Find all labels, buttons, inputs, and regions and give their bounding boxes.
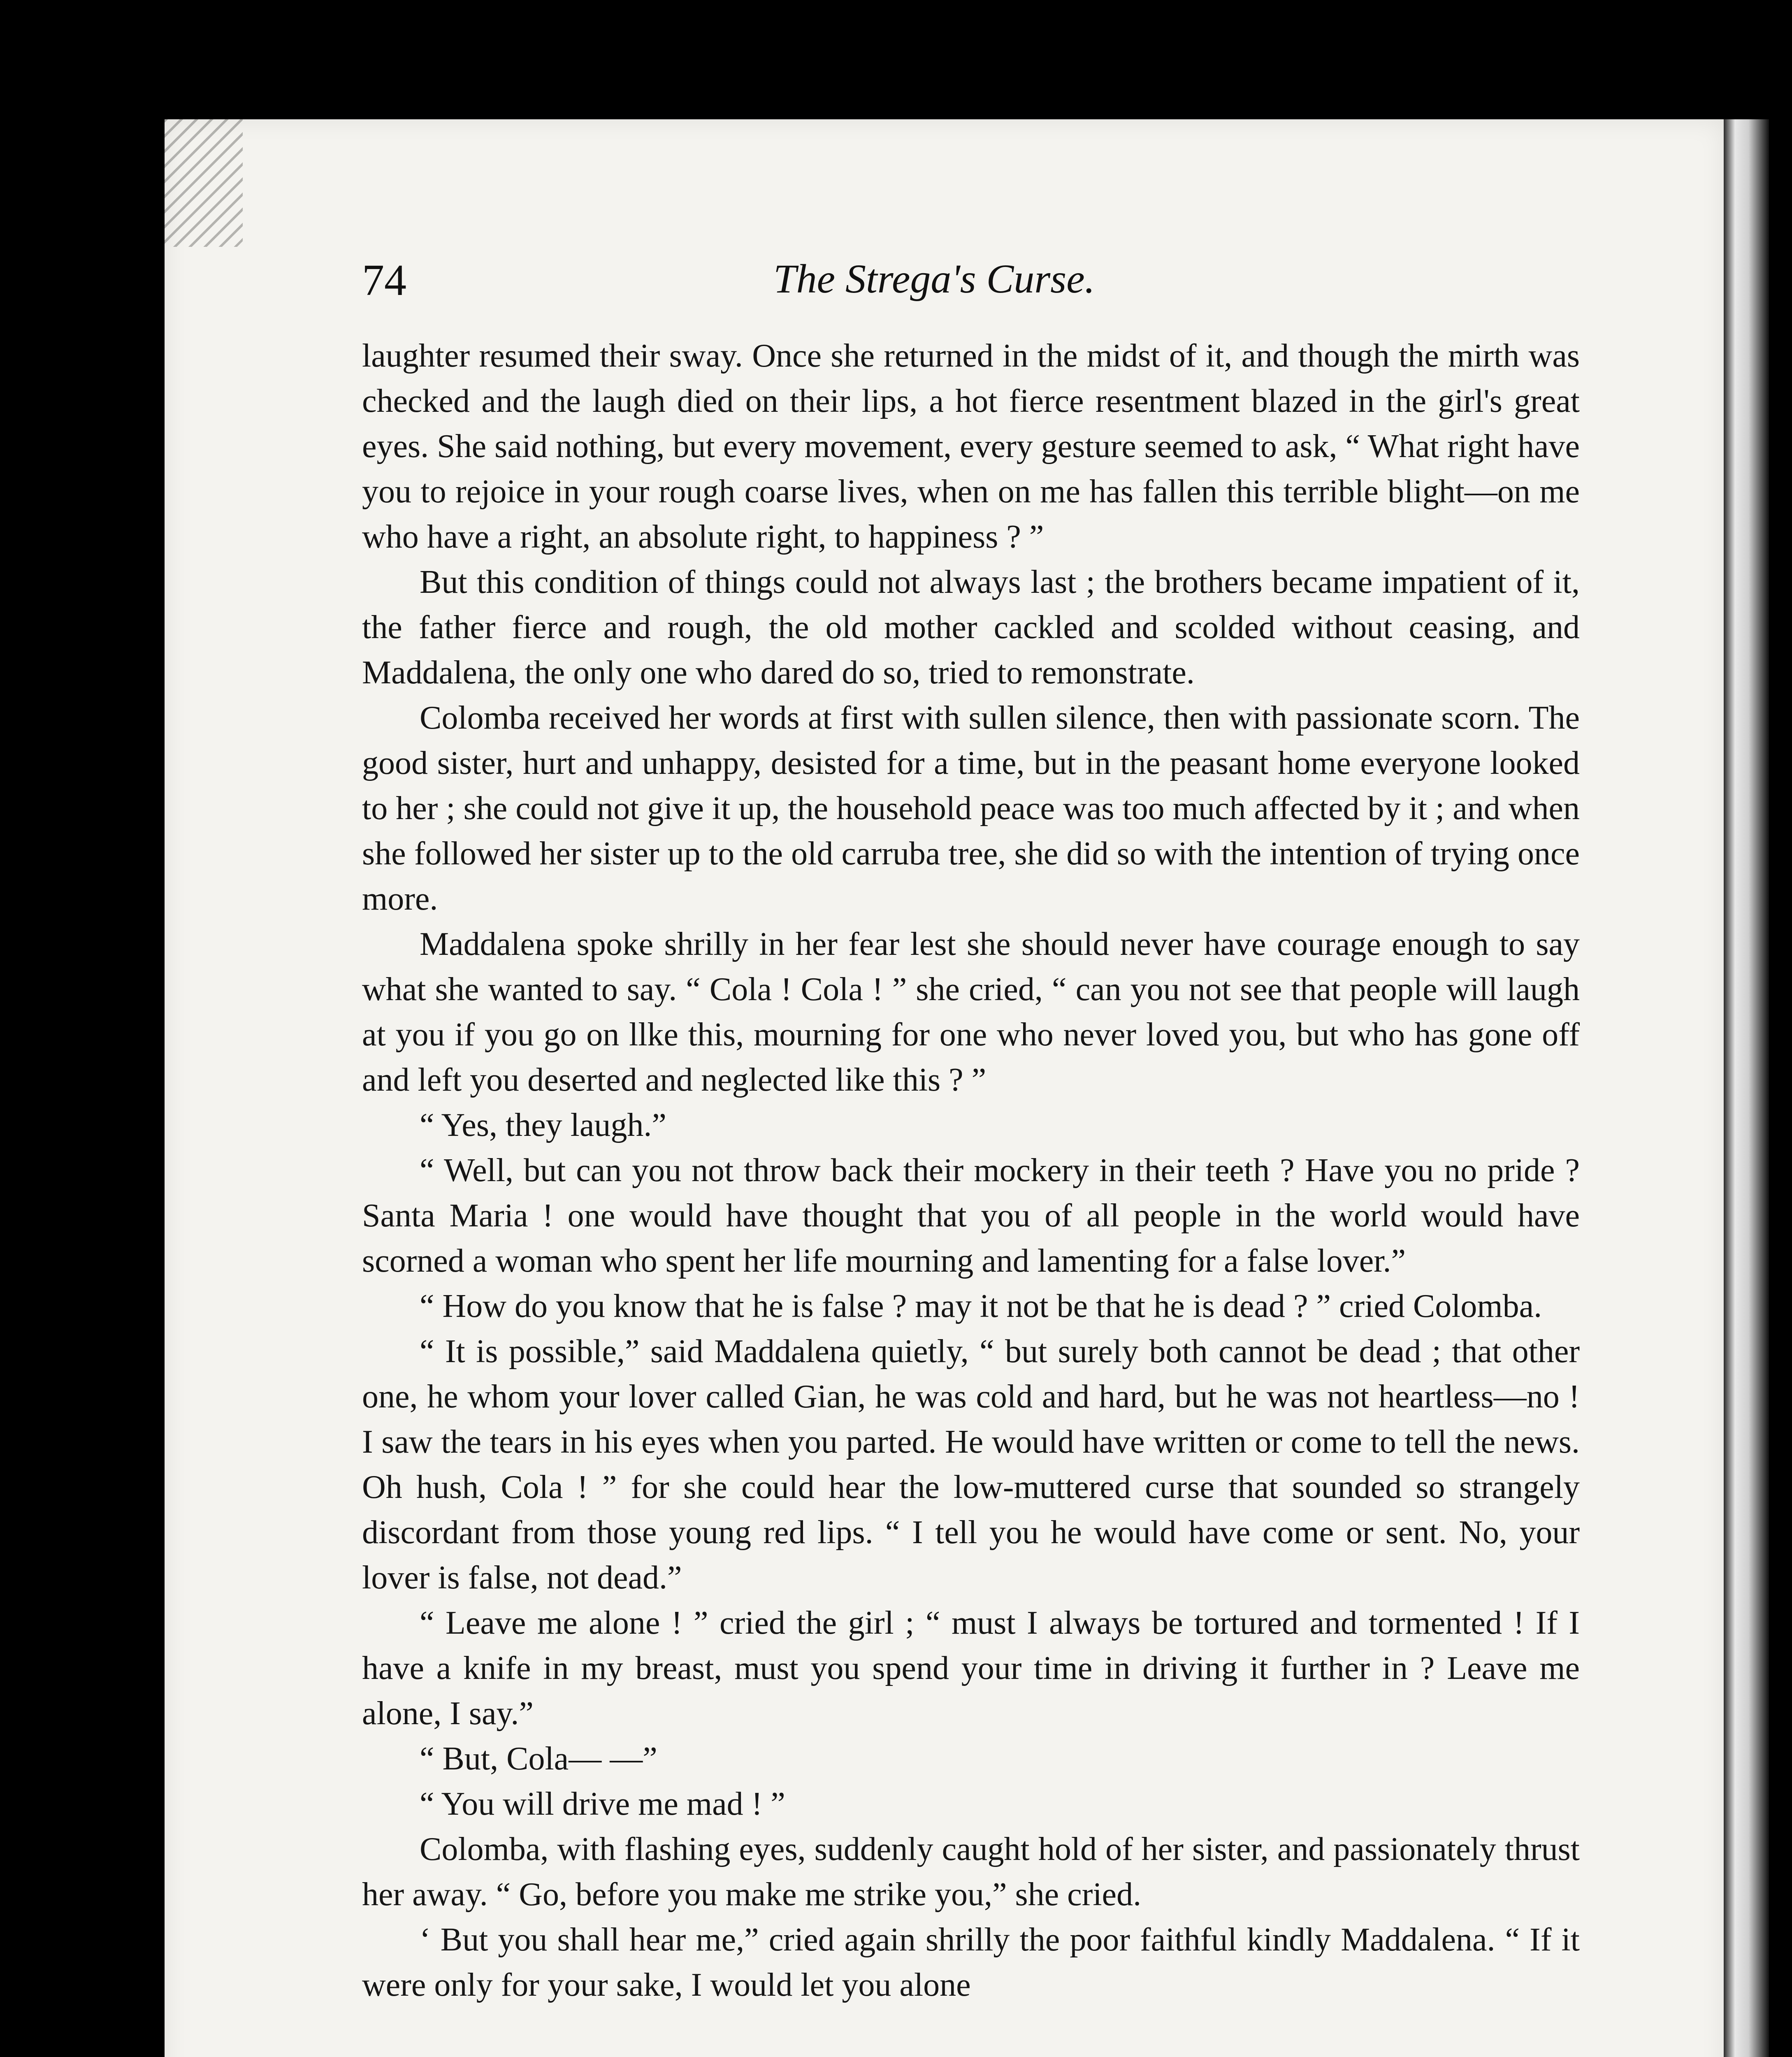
paragraph: “ But, Cola— —” [420,1741,657,1777]
paragraph: Maddalena spoke shrilly in her fear lest she should never have courage enough to say what she wanted to say. “ Cola ! Cola ! ” she cried, “ can you not see that people will laugh at you if you go on llke this, mourning for one who never loved you, but who has gone off and left you deserted and neglected like this ? ” [362,926,1580,1098]
paragraph: “ Leave me alone ! ” cried the girl ; “ must I always be tortured and tormented ! If I have a knife in my breast, must you spend your time in driving it further in ? Leave me alone, I say.” [362,1605,1580,1732]
adjacent-page-edge [1724,119,1769,2057]
paragraph: Colomba received her words at first with sullen silence, then with passionate scorn. The good sister, hurt and unhappy, desisted for a time, but in the peasant home everyone looked to her ; she could not give it up, the household peace was too much affected by it ; and when she followed her sister up to the old carruba tree, she did so with the intention of trying once more. [362,700,1580,917]
paragraph: “ Well, but can you not throw back their mockery in their teeth ? Have you no pride ? Santa Maria ! one would have thought that you of all people in the world would have scorned a woman who spent her life mourning and lamenting for a false lover.” [362,1152,1580,1279]
page-number: 74 [362,256,406,305]
page-corner-mark [165,119,243,247]
book-page [165,119,1724,2057]
page-header [362,255,1555,309]
paragraph: “ Yes, they laugh.” [420,1107,666,1143]
paragraph: Colomba, with flashing eyes, suddenly caught hold of her sister, and passionately thrust her away. “ Go, before you make me strike you,” she cried. [362,1831,1580,1913]
paragraph: “ You will drive me mad ! ” [420,1786,785,1822]
paragraph: But this condition of things could not always last ; the brothers became impatient of it, the father fierce and rough, the old mother cackled and scolded without ceasing, and Maddalena, the only one who dared do so, tried to remonstrate. [362,564,1580,691]
paragraph: ‘ But you shall hear me,” cried again shrilly the poor faithful kindly Maddalena. “ If it were only for your sake, I would let you alone [362,1922,1580,2003]
paragraph: laughter resumed their sway. Once she returned in the midst of it, and though the mirth was checked and the laugh died on their lips, a hot fierce resentment blazed in the girl's great eyes. She said nothing, but every movement, every gesture seemed to ask, “ What right have you to rejoice in your rough coarse lives, when on me has fallen this terrible blight—on me who have a right, an absolute right, to happiness ? ” [362,338,1580,555]
running-title: The Strega's Curse. [773,256,1095,302]
body-text [362,333,1580,2008]
paragraph: “ It is possible,” said Maddalena quietly, “ but surely both cannot be dead ; that other one, he whom your lover called Gian, he was cold and hard, but he was not heartless—no ! I saw the tears in his eyes when you parted. He would have written or come to tell the news. Oh hush, Cola ! ” for she could hear the low-muttered curse that sounded so strangely discordant from those young red lips. “ I tell you he would have come or sent. No, your lover is false, not dead.” [362,1333,1580,1596]
paragraph: “ How do you know that he is false ? may it not be that he is dead ? ” cried Colomba. [420,1288,1542,1324]
